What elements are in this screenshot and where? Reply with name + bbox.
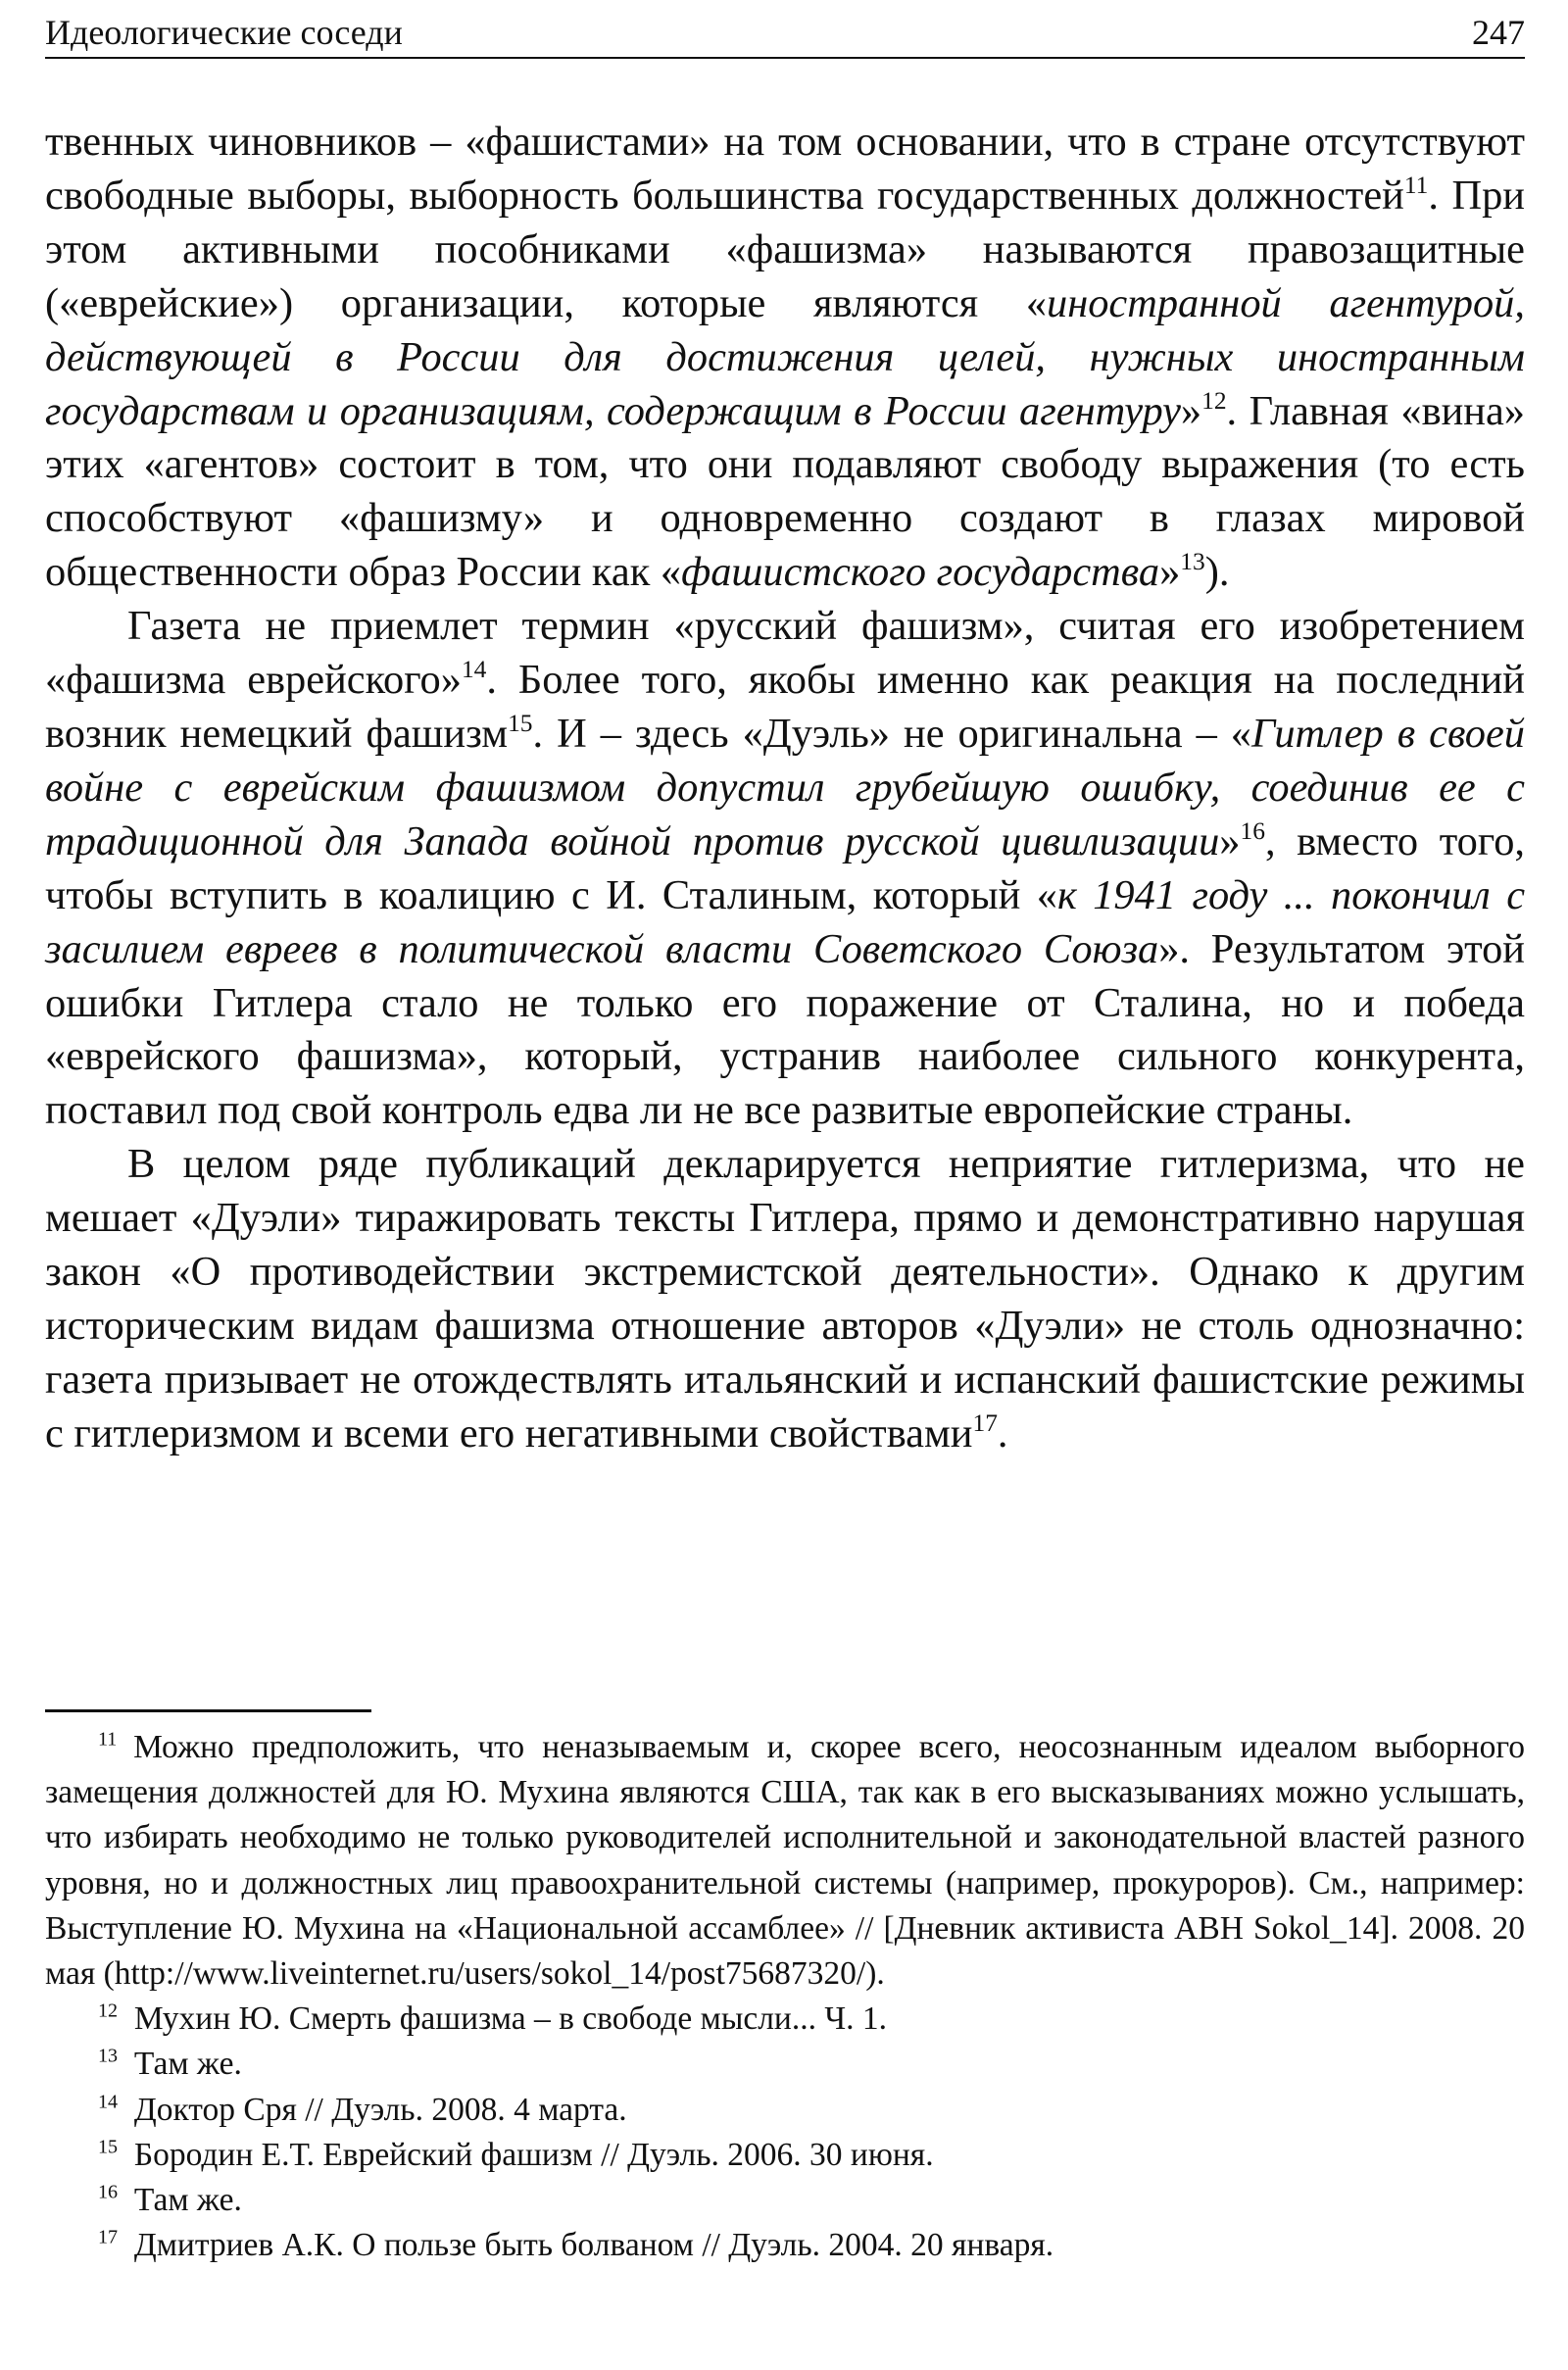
- text-run: , вместо того, чтобы вступить в коалицию с И. Сталиным, который «: [45, 817, 1525, 918]
- footnote-ref: 14: [461, 655, 487, 684]
- footnote: [45, 2178, 1525, 2223]
- footnote-number: 16: [98, 2181, 119, 2203]
- footnote: [45, 1997, 1525, 2042]
- italic-quote: Гитлер в своей войне с еврейским фашизмом допустил грубейшую ошибку, соединив ее с традиционной для Запада войной против русской цивилизации: [45, 710, 1525, 864]
- italic-quote: к 1941 году ... покончил с засилием евреев в политической власти Советского Союза: [45, 871, 1526, 972]
- text-run: Газета не приемлет термин «русский фашизм», считая его изобретением «фашизма еврейского»: [45, 603, 1525, 704]
- italic-quote: иностранной агентурой, действующей в России для достижения целей, нужных иностранным государствам и организациям, содержащим в России агентуру: [45, 279, 1525, 434]
- text-run: твенных чиновников – «фашистами» на том основании, что в стране отсутствуют свободные выборы, выборность большинства государственных должностей: [45, 119, 1525, 219]
- footnote: [45, 2223, 1525, 2268]
- text-run: »: [1219, 817, 1241, 864]
- footnote-number: 12: [98, 2000, 119, 2022]
- italic-quote: фашистского государства: [681, 549, 1160, 596]
- paragraph: [45, 116, 1525, 600]
- text-run: »: [1159, 549, 1181, 596]
- text-run: »: [1180, 387, 1202, 434]
- footnote-text: Дмитриев А.К. О пользе быть болваном // Дуэль. 2004. 20 января.: [133, 2227, 1054, 2264]
- footnote-number: 14: [98, 2091, 119, 2113]
- footnote-ref: 17: [972, 1407, 998, 1437]
- footnote: [45, 1725, 1525, 1997]
- footnote-text: Там же.: [133, 2046, 242, 2083]
- footnote-number: 15: [98, 2136, 119, 2158]
- text-run: . Главная «вина» этих «агентов» состоит в том, что они подавляют свободу выражения (то есть способствуют «фашизму» и одновременно создают в глазах мировой общественности образ России как «: [45, 387, 1525, 596]
- footnote-separator: [45, 1709, 371, 1712]
- footnote-text: Бородин Е.Т. Еврейский фашизм // Дуэль. 2006. 30 июня.: [133, 2136, 934, 2173]
- footnote-ref: 16: [1240, 816, 1265, 846]
- text-run: .: [997, 1409, 1008, 1457]
- footnotes: [45, 1725, 1525, 2268]
- footnote-text: Доктор Сря // Дуэль. 2008. 4 марта.: [133, 2091, 627, 2128]
- text-run: . Более того, якобы именно как реакция на последний возник немецкий фашизм: [45, 657, 1525, 757]
- footnote: [45, 2088, 1525, 2133]
- footnote-number: 13: [98, 2045, 119, 2067]
- footnote-number: 17: [98, 2226, 119, 2248]
- footnote-text: Там же.: [133, 2182, 242, 2219]
- footnote-ref: 11: [1403, 171, 1429, 200]
- footnote-text: Можно предположить, что неназываемым и, скорее всего, неосознанным идеалом выборного замещения должностей для Ю. Мухина являются США, так как в его высказываниях можно услышать, что избирать необходимо не только руководителей исполнительной и законодательной властей разного уровня, но и должностных лиц правоохранительной системы (например, прокуроров). См., например: Выступление Ю. Мухина на «Национальной ассамблее» // [Дневник активиста АВН Sokol_14]. 2008. 20 мая (http://www.liveinternet.ru/users/sokol_14/post75687320/).: [45, 1729, 1525, 1993]
- running-title: Идеологические соседи: [45, 13, 403, 52]
- text-run: ).: [1204, 549, 1230, 596]
- footnote-ref: 15: [508, 709, 533, 738]
- main-text: [45, 116, 1525, 1461]
- text-run: В целом ряде публикаций декларируется неприятие гитлеризма, что не мешает «Дуэли» тиражировать тексты Гитлера, прямо и демонстративно нарушая закон «О противодействии экстремистской деятельности». Однако к другим историческим видам фашизма отношение авторов «Дуэли» не столь однозначно: газета призывает не отождествлять итальянский и испанский фашистские режимы с гитлеризмом и всеми его негативными свойствами: [45, 1141, 1525, 1457]
- text-run: ». Результатом этой ошибки Гитлера стало не только его поражение от Сталина, но и победа «еврейского фашизма», который, устранив наиболее сильного конкурента, поставил под свой контроль едва ли не все развитые европейские страны.: [45, 925, 1525, 1134]
- footnote-number: 11: [98, 1728, 118, 1751]
- footnote-text: Мухин Ю. Смерть фашизма – в свободе мысли... Ч. 1.: [133, 2000, 888, 2038]
- paragraph: [45, 1138, 1525, 1460]
- footnote-ref: 13: [1180, 547, 1205, 576]
- footnote: [45, 2042, 1525, 2087]
- text-run: . И – здесь «Дуэль» не оригинальна – «: [532, 710, 1252, 757]
- running-header: [45, 6, 1525, 59]
- footnote-ref: 12: [1201, 385, 1227, 415]
- paragraph: [45, 600, 1525, 1138]
- text-run: . При этом активными пособниками «фашизма» называются правозащитные («еврейские») организации, которые являются «: [45, 172, 1525, 326]
- footnote: [45, 2133, 1525, 2178]
- page-number: 247: [1472, 13, 1525, 52]
